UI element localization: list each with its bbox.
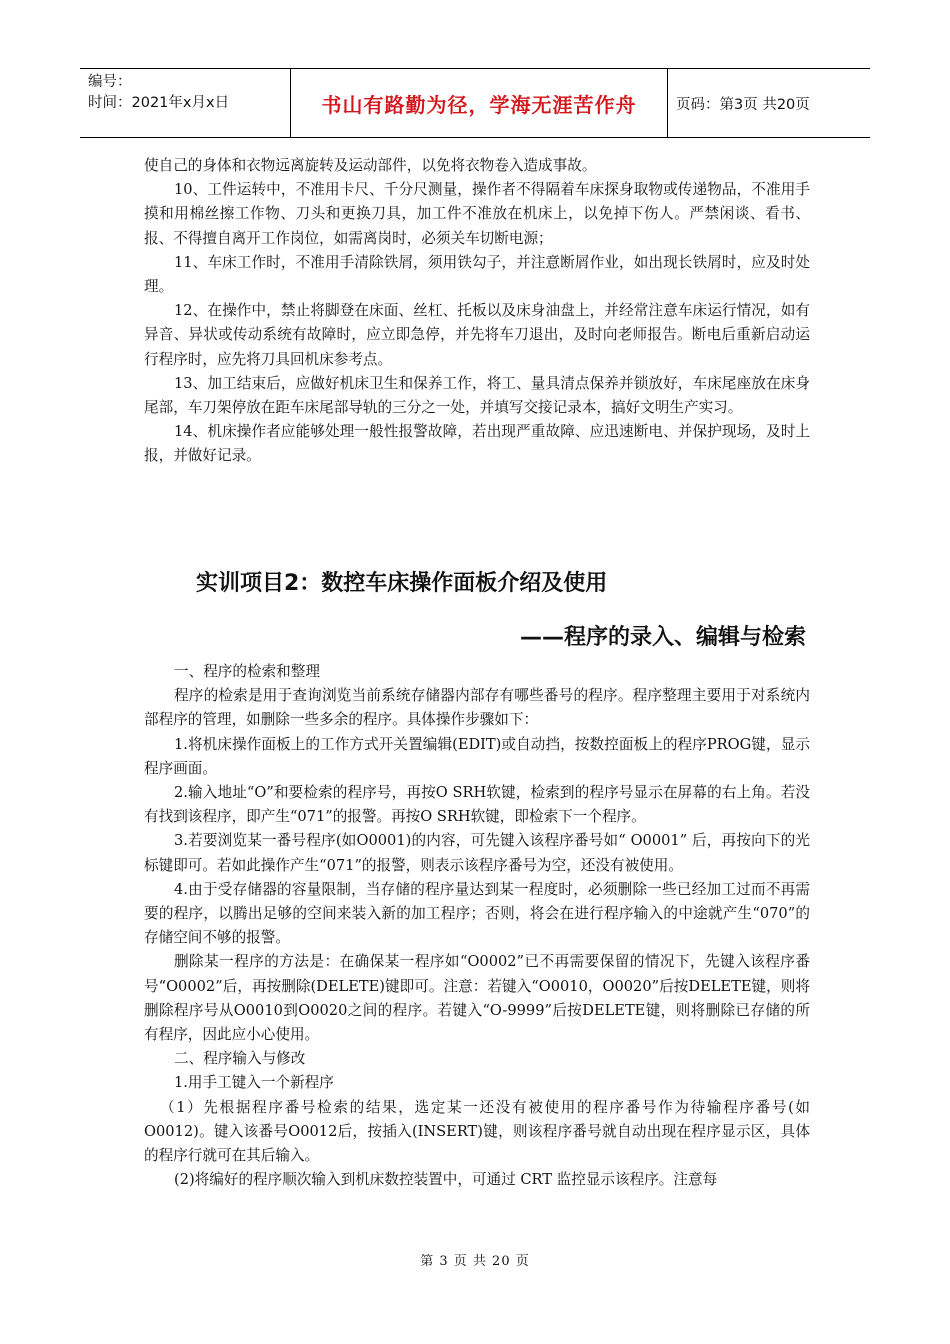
header-date-label: 时间：2021年x月x日 — [88, 95, 230, 111]
paragraph: （1）先根据程序番号检索的结果，选定某一还没有被使用的程序番号作为待输程序番号(如O0012)。键入该番号O0012后，按插入(INSERT)键，则该程序番号就自动出现在程序显示区，具体的程序行就可在其后输入。 — [144, 1098, 810, 1165]
paragraph: 12、在操作中，禁止将脚登在床面、丝杠、托板以及床身油盘上，并经常注意车床运行情况，如有异音、异状或传动系统有故障时，应立即急停，并先将车刀退出，及时向老师报告。断电后重新启动运行程序时，应先将刀具回机床参考点。 — [144, 302, 810, 368]
header-motto: 书山有路勤为径，学海无涯苦作舟 — [291, 69, 668, 137]
paragraph: 13、加工结束后，应做好机床卫生和保养工作，将工、量具清点保养并锁放好，车床尾座放在床身尾部，车刀架停放在距车床尾部导轨的三分之一处，并填写交接记录本，搞好文明生产实习。 — [144, 374, 810, 417]
paragraph: 11、车床工作时，不准用手清除铁屑，须用铁勾子，并注意断屑作业，如出现长铁屑时，应及时处理。 — [144, 253, 810, 296]
paragraph: 程序的检索是用于查询浏览当前系统存储器内部存有哪些番号的程序。程序整理主要用于对系统内部程序的管理，如删除一些多余的程序。具体操作步骤如下： — [144, 687, 810, 729]
body-text-block — [144, 660, 810, 1192]
header-left-cell — [80, 69, 291, 137]
paragraph: (2)将编好的程序顺次输入到机床数控装置中，可通过 CRT 监控显示该程序。注意每 — [174, 1171, 718, 1189]
page-header — [80, 68, 870, 138]
top-text-block — [144, 154, 810, 469]
paragraph: 3.若要浏览某一番号程序(如O0001)的内容，可先键入该程序番号如“ O0001” 后，再按向下的光标键即可。若如此操作产生“071”的报警，则表示该程序番号为空，还没有被使用。 — [144, 832, 810, 874]
paragraph: 1.将机床操作面板上的工作方式开关置编辑(EDIT)或自动挡，按数控面板上的程序PROG键，显示程序画面。 — [144, 735, 810, 777]
paragraph: 使自己的身体和衣物远离旋转及运动部件，以免将衣物卷入造成事故。 — [144, 157, 597, 174]
paragraph: 2.输入地址“O”和要检索的程序号，再按O SRH软键，检索到的程序号显示在屏幕的右上角。若没有找到该程序，即产生“071”的报警。再按O SRH软键，即检索下一个程序。 — [144, 784, 810, 826]
header-page-label: 页码：第3页 共20页 — [676, 96, 810, 113]
section-title: 实训项目2：数控车床操作面板介绍及使用 — [196, 571, 608, 596]
section-heading: 二、程序输入与修改 — [174, 1050, 306, 1068]
header-code-label: 编号： — [88, 74, 132, 90]
paragraph: 10、工件运转中，不准用卡尺、千分尺测量，操作者不得隔着车床探身取物或传递物品，不准用手摸和用棉丝擦工作物、刀头和更换刀具，加工件不准放在机床上，以免掉下伤人。严禁闲谈、看书、报、不得擅自离开工作岗位，如需离岗时，必须关车切断电源； — [144, 181, 810, 247]
paragraph: 14、机床操作者应能够处理一般性报警故障，若出现严重故障、应迅速断电、并保护现场，及时上报，并做好记录。 — [144, 423, 810, 465]
page-footer: 第 3 页 共 20 页 — [420, 1254, 530, 1269]
paragraph: 4.由于受存储器的容量限制，当存储的程序量达到某一程度时，必须删除一些已经加工过而不再需要的程序，以腾出足够的空间来装入新的加工程序；否则，将会在进行程序输入的中途就产生“070”的存储空间不够的报警。 — [144, 880, 810, 947]
section-subtitle: ——程序的录入、编辑与检索 — [519, 625, 806, 650]
paragraph: 删除某一程序的方法是：在确保某一程序如“O0002”已不再需要保留的情况下，先键入该程序番号“O0002”后，再按删除(DELETE)键即可。注意：若键入“O0010，O0020”后按DELETE键，则将删除程序号从O0010到O0020之间的程序。若键入“O-9999”后按DELETE键，则将删除已存储的所有程序，因此应小心使用。 — [144, 953, 810, 1044]
section-heading: 一、程序的检索和整理 — [174, 663, 320, 680]
subheading: 1.用手工键入一个新程序 — [174, 1074, 334, 1092]
